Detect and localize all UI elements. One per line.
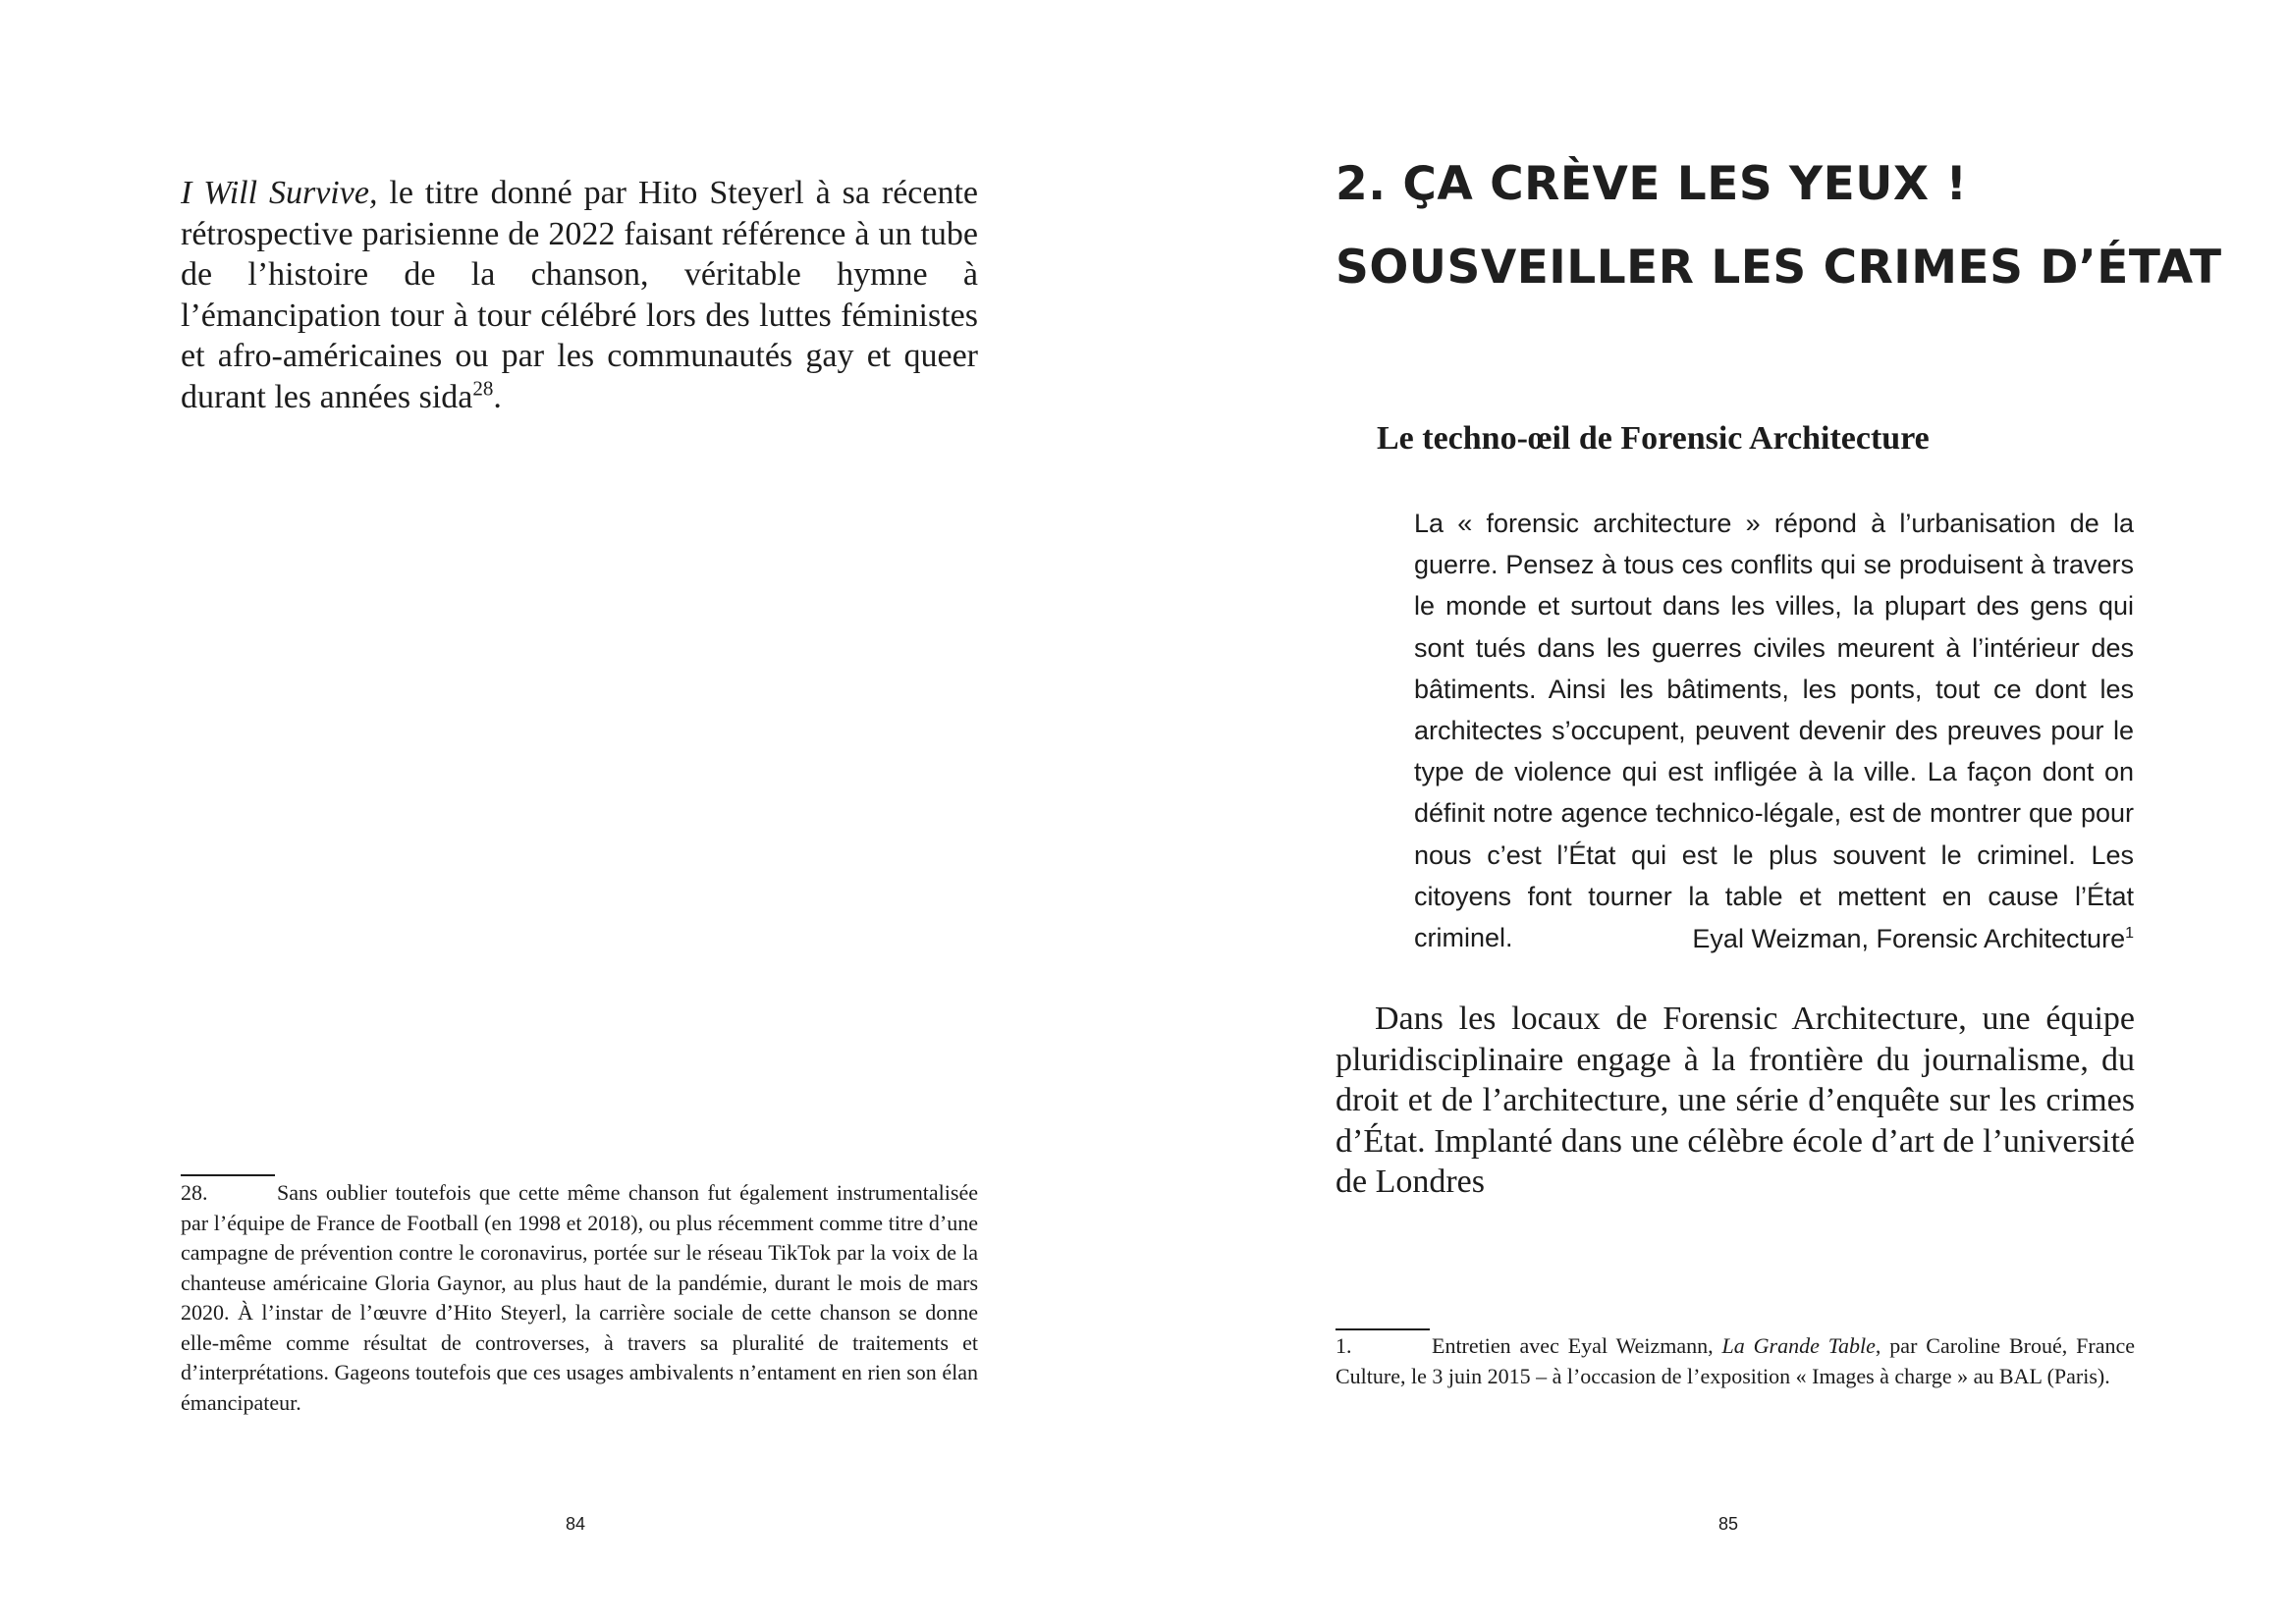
footnote-ref-28[interactable]: 28 bbox=[472, 376, 494, 401]
left-page-number: 84 bbox=[566, 1514, 586, 1534]
footnote-text-before: Entretien avec Eyal Weizmann, bbox=[1432, 1333, 1722, 1358]
left-body-end: . bbox=[493, 378, 502, 415]
footnote-ref-1[interactable]: 1 bbox=[2125, 925, 2134, 942]
left-body-paragraph bbox=[181, 173, 978, 417]
chapter-title-line-2: SOUSVEILLER LES CRIMES D’ÉTAT bbox=[1335, 241, 2222, 295]
footnote-italic-title: La Grande Table bbox=[1721, 1333, 1876, 1358]
left-footnote-divider bbox=[181, 1174, 275, 1176]
left-body-text: le titre donné par Hito Steyerl à sa récente rétrospective parisienne de 2022 faisant référence à un tube de l’histoire de la chanson, véritable hymne à l’émancipation tour à tour célébré lors des luttes féministes et afro-américaines ou par les communautés gay et queer durant les années sida bbox=[181, 175, 979, 415]
quote-attribution-text: Eyal Weizman, Forensic Architecture bbox=[1692, 924, 2126, 953]
chapter-title-line-1: 2. ÇA CRÈVE LES YEUX ! bbox=[1335, 157, 1968, 211]
left-page bbox=[0, 0, 1144, 1624]
footnote-number: 1. bbox=[1335, 1333, 1352, 1358]
right-footnote-divider bbox=[1335, 1328, 1430, 1330]
quote-attribution bbox=[1414, 918, 2134, 959]
right-page bbox=[1145, 0, 2289, 1624]
song-title-italic: I Will Survive, bbox=[181, 175, 378, 211]
left-footnote bbox=[181, 1178, 978, 1418]
footnote-number: 28. bbox=[181, 1180, 208, 1205]
right-page-number: 85 bbox=[1718, 1514, 1739, 1534]
epigraph-quote: La « forensic architecture » répond à l’urbanisation de la guerre. Pensez à tous ces conflits qui se produisent à travers le monde et surtout dans les villes, la plupart des gens qui sont tués dans les guerres civiles meurent à l’intérieur des bâtiments. Ainsi les bâtiments, les ponts, tout ce dont les architectes s’occupent, peuvent devenir des preuves pour le type de violence qui est infligée à la ville. La façon dont on définit notre agence technico-légale, est de montrer que pour nous c’est l’État qui est le plus souvent le criminel. Les citoyens font tourner la table et mettent en cause l’État criminel. bbox=[1414, 509, 2134, 953]
footnote-text: Sans oublier toutefois que cette même chanson fut également instrumentalisée par l’équipe de France de Football (en 1998 et 2018), ou plus récemment comme titre d’une campagne de prévention contre le coronavirus, portée sur le réseau TikTok par la voix de la chanteuse américaine Gloria Gaynor, au plus haut de la pandémie, durant le mois de mars 2020. À l’instar de l’œuvre d’Hito Steyerl, la carrière sociale de cette chanson se donne elle-même comme résultat de controverses, à travers sa pluralité de traitements et d’interprétations. Gageons toutefois que ces usages ambivalents n’entament en rien son élan émancipateur. bbox=[181, 1180, 978, 1415]
footnote-text-after: , par Caroline Broué, France Culture, le 3 juin 2015 – à l’occasion de l’exposition « Images à charge » au BAL (Paris). bbox=[1335, 1333, 2135, 1388]
section-heading: Le techno-œil de Forensic Architecture bbox=[1377, 420, 1930, 457]
right-body-paragraph: Dans les locaux de Forensic Architecture, une équipe pluridisciplinaire engage à la frontière du journalisme, du droit et de l’architecture, une série d’enquête sur les crimes d’État. Implanté dans une célèbre école d’art de l’université de Londres bbox=[1335, 1001, 2135, 1200]
right-footnote bbox=[1335, 1331, 2135, 1391]
